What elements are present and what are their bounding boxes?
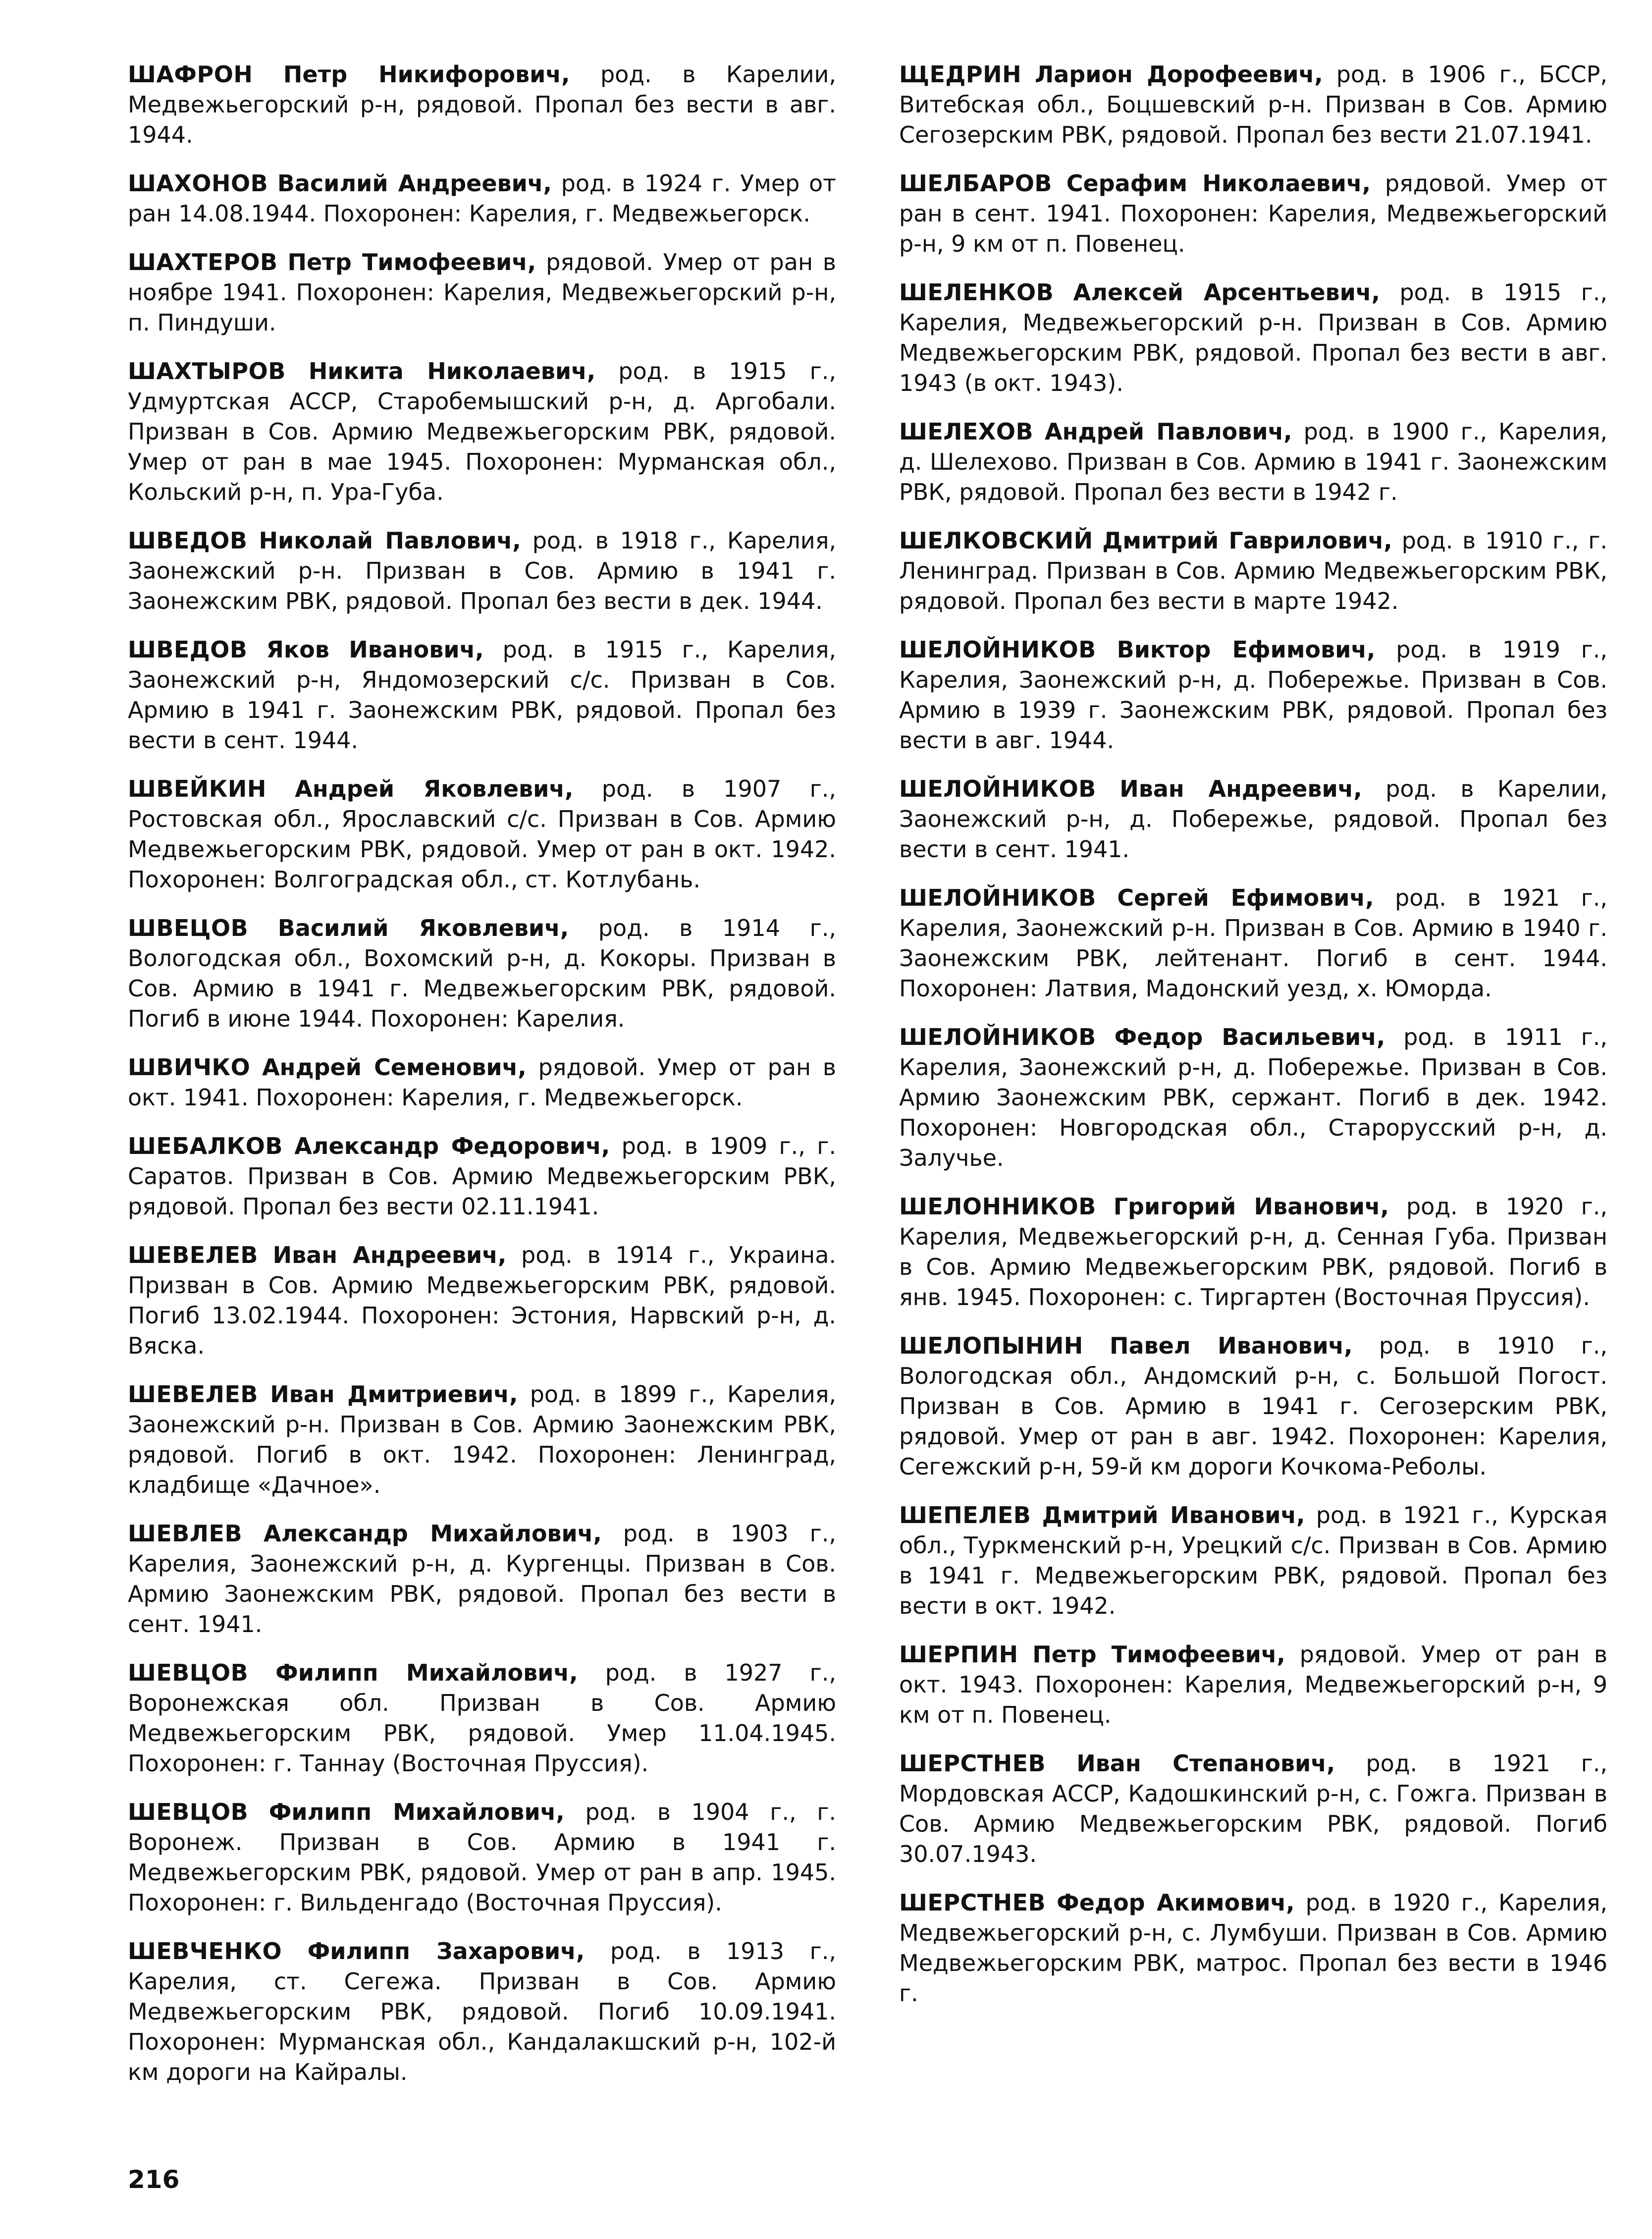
entry-given-name: Григорий Иванович,	[1113, 1193, 1389, 1220]
entry-text: род. в 1914 г., Украина. Призван в Сов. Армию Медвежьегорским РВК, рядовой. Погиб 13.02.1944. Похоронен: Эстония, Нарвский р-н, д. Вяска.	[128, 1242, 837, 1359]
entry	[128, 635, 836, 756]
entry-given-name: Сергей Ефимович,	[1117, 884, 1374, 911]
entry	[128, 168, 836, 229]
entry-surname: ШЕЛОПЫНИН	[899, 1332, 1083, 1359]
entry-text: род. в 1915 г., Карелия, Заонежский р-н, Яндомозерский с/с. Призван в Сов. Армию в 1941 г. Заонежским РВК, рядовой. Пропал без вести в сент. 1944.	[128, 636, 837, 754]
entry-given-name: Дмитрий Иванович,	[1042, 1502, 1305, 1529]
entry-surname: ШЕЛБАРОВ	[899, 170, 1052, 197]
entry-text: род. в 1899 г., Карелия, Заонежский р-н. Призван в Сов. Армию Заонежским РВК, рядовой. Погиб в окт. 1942. Похоронен: Ленинград, кладбище «Дачное».	[128, 1381, 837, 1498]
entry-text: рядовой. Умер от ран в сент. 1941. Похоронен: Карелия, Медвежьегорский р-н, 9 км от п. Повенец.	[899, 170, 1608, 257]
entry-surname: ШЕЛКОВСКИЙ	[899, 527, 1093, 554]
entry	[899, 774, 1607, 865]
entry-surname: ШЕЛОЙНИКОВ	[899, 1024, 1096, 1050]
entry	[899, 277, 1607, 398]
entry	[128, 1658, 836, 1779]
entry-text: род. в 1903 г., Карелия, Заонежский р-н, д. Кургенцы. Призван в Сов. Армию Заонежским РВК, рядовой. Пропал без вести в сент. 1941.	[128, 1520, 836, 1638]
entry	[899, 417, 1607, 507]
entry-surname: ШЕЛЕХОВ	[899, 418, 1034, 445]
entry	[899, 1748, 1607, 1869]
left-column	[128, 59, 836, 2106]
entry	[128, 247, 836, 338]
entry-given-name: Петр Тимофеевич,	[287, 249, 536, 275]
entry-text: род. в 1914 г., Вологодская обл., Вохомский р-н, д. Кокоры. Призван в Сов. Армию в 1941 г. Медвежьегорским РВК, рядовой. Погиб в июне 1944. Похоронен: Карелия.	[128, 915, 836, 1032]
entry-text: род. в 1910 г., Вологодская обл., Андомский р-н, с. Большой Погост. Призван в Сов. Армию в 1941 г. Сегозерским РВК, рядовой. Умер от ран в авг. 1942. Похоронен: Карелия, Сегежский р-н, 59-й км дороги Кочкома-Реболы.	[899, 1332, 1607, 1480]
entry-given-name: Александр Федорович,	[294, 1133, 610, 1159]
entry-surname: ШЕЛОННИКОВ	[899, 1193, 1096, 1220]
entry-surname: ШАХТЫРОВ	[128, 358, 286, 384]
entry	[899, 1888, 1607, 2009]
entry-text: род. в 1920 г., Карелия, Медвежьегорский р-н, с. Лумбуши. Призван в Сов. Армию Медвежьегорским РВК, матрос. Пропал без вести в 1946 г.	[899, 1889, 1608, 2007]
entry	[899, 59, 1607, 150]
entry-surname: ШАФРОН	[128, 61, 253, 88]
entry-given-name: Василий Андреевич,	[277, 170, 552, 197]
entry	[128, 356, 836, 507]
entry	[128, 913, 836, 1034]
entry-surname: ШЕВЛЕВ	[128, 1520, 243, 1547]
entry-given-name: Федор Акимович,	[1057, 1889, 1295, 1916]
entry-text: род. в 1915 г., Карелия, Медвежьегорский р-н. Призван в Сов. Армию Медвежьегорским РВК, рядовой. Пропал без вести в авг. 1943 (в окт. 1943).	[899, 279, 1607, 396]
entry-given-name: Серафим Николаевич,	[1066, 170, 1371, 197]
entry-given-name: Филипп Михайлович,	[268, 1799, 565, 1825]
entry	[128, 526, 836, 616]
entry-text: рядовой. Умер от ран в ноябре 1941. Похоронен: Карелия, Медвежьегорский р-н, п. Пиндуши.	[128, 249, 837, 336]
entry-text: род. в 1904 г., г. Воронеж. Призван в Сов. Армию в 1941 г. Медвежьегорским РВК, рядовой. Умер от ран в апр. 1945. Похоронен: г. Вильденгадо (Восточная Пруссия).	[128, 1799, 837, 1916]
entry-surname: ШВЕЦОВ	[128, 915, 249, 941]
entry	[899, 1639, 1607, 1730]
entry-given-name: Александр Михайлович,	[263, 1520, 602, 1547]
entry-given-name: Павел Иванович,	[1109, 1332, 1353, 1359]
entry	[128, 1936, 836, 2087]
entry	[128, 1131, 836, 1222]
entry-surname: ШЕПЕЛЕВ	[899, 1502, 1031, 1529]
entry-text: род. в 1906 г., БССР, Витебская обл., Боцшевский р-н. Призван в Сов. Армию Сегозерским РВК, рядовой. Пропал без вести 21.07.1941.	[899, 61, 1607, 148]
entry	[128, 1797, 836, 1918]
entry	[899, 1022, 1607, 1173]
entry-surname: ШЕРПИН	[899, 1641, 1018, 1668]
entry-surname: ШАХОНОВ	[128, 170, 268, 197]
entry	[899, 168, 1607, 259]
entry-given-name: Петр Тимофеевич,	[1032, 1641, 1285, 1668]
entry-surname: ЩЕДРИН	[899, 61, 1022, 88]
entry-text: род. в 1909 г., г. Саратов. Призван в Сов. Армию Медвежьегорским РВК, рядовой. Пропал без вести 02.11.1941.	[128, 1133, 837, 1220]
entry-text: род. в 1907 г., Ростовская обл., Ярославский с/с. Призван в Сов. Армию Медвежьегорским РВК, рядовой. Умер от ран в окт. 1942. Похоронен: Волгоградская обл., ст. Котлубань.	[128, 775, 837, 893]
entry-text: род. в 1921 г., Мордовская АССР, Кадошкинский р-н, с. Гожга. Призван в Сов. Армию Медвежьегорским РВК, рядовой. Погиб 30.07.1943.	[899, 1750, 1608, 1867]
entry	[899, 1331, 1607, 1482]
entry-given-name: Иван Андреевич,	[1119, 775, 1362, 802]
entry-surname: ШЕЛОЙНИКОВ	[899, 884, 1096, 911]
entry	[128, 774, 836, 895]
entry-text: род. в 1920 г., Карелия, Медвежьегорский р-н, д. Сенная Губа. Призван в Сов. Армию Медвежьегорским РВК, рядовой. Погиб в янв. 1945. Похоронен: с. Тиргартен (Восточная Пруссия).	[899, 1193, 1607, 1311]
entry-given-name: Виктор Ефимович,	[1117, 636, 1376, 663]
entry-surname: ШЕЛОЙНИКОВ	[899, 775, 1096, 802]
entry-given-name: Яков Иванович,	[266, 636, 484, 663]
entry-text: род. в 1924 г. Умер от ран 14.08.1944. Похоронен: Карелия, г. Медвежьегорск.	[128, 170, 836, 227]
entry-text: род. в 1900 г., Карелия, д. Шелехово. Призван в Сов. Армию в 1941 г. Заонежским РВК, рядовой. Пропал без вести в 1942 г.	[899, 418, 1608, 505]
entry-text: род. в 1915 г., Удмуртская АССР, Старобемышский р-н, д. Аргобали. Призван в Сов. Армию Медвежьегорским РВК, рядовой. Умер от ран в мае 1945. Похоронен: Мурманская обл., Кольский р-н, п. Ура-Губа.	[128, 358, 836, 505]
entry-surname: ШЕРСТНЕВ	[899, 1750, 1046, 1777]
entry-given-name: Алексей Арсентьевич,	[1073, 279, 1380, 306]
entry-surname: ШЕВЕЛЕВ	[128, 1381, 258, 1408]
entry-given-name: Филипп Михайлович,	[275, 1659, 578, 1686]
entry	[128, 1379, 836, 1500]
entry-given-name: Федор Васильевич,	[1114, 1024, 1386, 1050]
entry-text: род. в 1910 г., г. Ленинград. Призван в Сов. Армию Медвежьегорским РВК, рядовой. Пропал без вести в марте 1942.	[899, 527, 1607, 614]
entry-surname: ШЕЛОЙНИКОВ	[899, 636, 1096, 663]
entry-given-name: Андрей Яковлевич,	[295, 775, 574, 802]
entry-given-name: Николай Павлович,	[259, 527, 521, 554]
entry-given-name: Ларион Дорофеевич,	[1035, 61, 1323, 88]
entry-surname: ШЕВЦОВ	[128, 1659, 249, 1686]
entry-given-name: Иван Степанович,	[1076, 1750, 1335, 1777]
entry	[899, 1192, 1607, 1312]
entry-text: род. в 1927 г., Воронежская обл. Призван в Сов. Армию Медвежьегорским РВК, рядовой. Умер 11.04.1945. Похоронен: г. Таннау (Восточная Пруссия).	[128, 1659, 836, 1777]
entry-given-name: Андрей Семенович,	[262, 1054, 527, 1081]
entry-given-name: Петр Никифорович,	[283, 61, 570, 88]
entry-given-name: Филипп Захарович,	[307, 1938, 585, 1965]
entry-surname: ШЕВЦОВ	[128, 1799, 249, 1825]
entry-surname: ШВИЧКО	[128, 1054, 251, 1081]
entry	[899, 635, 1607, 756]
entry-surname: ШЕБАЛКОВ	[128, 1133, 283, 1159]
entry-given-name: Дмитрий Гаврилович,	[1102, 527, 1392, 554]
entry-text: род. в Карелии, Медвежьегорский р-н, рядовой. Пропал без вести в авг. 1944.	[128, 61, 836, 148]
entry-given-name: Иван Андреевич,	[272, 1242, 507, 1268]
entry-given-name: Василий Яковлевич,	[277, 915, 569, 941]
entry-text: род. в 1919 г., Карелия, Заонежский р-н, д. Побережье. Призван в Сов. Армию в 1939 г. Заонежским РВК, рядовой. Пропал без вести в авг. 1944.	[899, 636, 1607, 754]
entry-text: род. в 1913 г., Карелия, ст. Сегежа. Призван в Сов. Армию Медвежьегорским РВК, рядовой. Погиб 10.09.1941. Похоронен: Мурманская обл., Кандалакшский р-н, 102-й км дороги на Кайралы.	[128, 1938, 836, 2085]
entry-text: род. в 1921 г., Курская обл., Туркменский р-н, Урецкий с/с. Призван в Сов. Армию в 1941 г. Медвежьегорским РВК, рядовой. Пропал без вести в окт. 1942.	[899, 1502, 1608, 1619]
entry-text: рядовой. Умер от ран в окт. 1943. Похоронен: Карелия, Медвежьегорский р-н, 9 км от п. Повенец.	[899, 1641, 1608, 1728]
entry-text: рядовой. Умер от ран в окт. 1941. Похоронен: Карелия, г. Медвежьегорск.	[128, 1054, 836, 1111]
entry	[899, 1500, 1607, 1621]
entry-text: род. в 1918 г., Карелия, Заонежский р-н. Призван в Сов. Армию в 1941 г. Заонежским РВК, рядовой. Пропал без вести в дек. 1944.	[128, 527, 836, 614]
entry	[128, 59, 836, 150]
entry	[128, 1519, 836, 1639]
right-column	[899, 59, 1607, 2027]
entry-surname: ШВЕДОВ	[128, 527, 248, 554]
entry	[899, 526, 1607, 616]
entry-surname: ШЕРСТНЕВ	[899, 1889, 1046, 1916]
entry	[128, 1240, 836, 1361]
entry-surname: ШЕВЕЛЕВ	[128, 1242, 258, 1268]
entry-given-name: Никита Николаевич,	[308, 358, 596, 384]
entry-surname: ШЕЛЕНКОВ	[899, 279, 1054, 306]
entry-surname: ШАХТЕРОВ	[128, 249, 278, 275]
entry-text: род. в 1911 г., Карелия, Заонежский р-н, д. Побережье. Призван в Сов. Армию Заонежским РВК, сержант. Погиб в дек. 1942. Похоронен: Новгородская обл., Старорусский р-н, д. Залучье.	[899, 1024, 1607, 1171]
entry-text: род. в 1921 г., Карелия, Заонежский р-н. Призван в Сов. Армию в 1940 г. Заонежским РВК, лейтенант. Погиб в сент. 1944. Похоронен: Латвия, Мадонский уезд, х. Юморда.	[899, 884, 1607, 1002]
entry-surname: ШВЕДОВ	[128, 636, 248, 663]
entry-surname: ШВЕЙКИН	[128, 775, 266, 802]
page-number: 216	[128, 2165, 180, 2194]
entry	[128, 1052, 836, 1113]
entry-text: род. в Карелии, Заонежский р-н, д. Побережье, рядовой. Пропал без вести в сент. 1941.	[899, 775, 1607, 863]
entry	[899, 883, 1607, 1004]
entry-given-name: Иван Дмитриевич,	[270, 1381, 518, 1408]
entry-given-name: Андрей Павлович,	[1045, 418, 1292, 445]
entry-surname: ШЕВЧЕНКО	[128, 1938, 282, 1965]
